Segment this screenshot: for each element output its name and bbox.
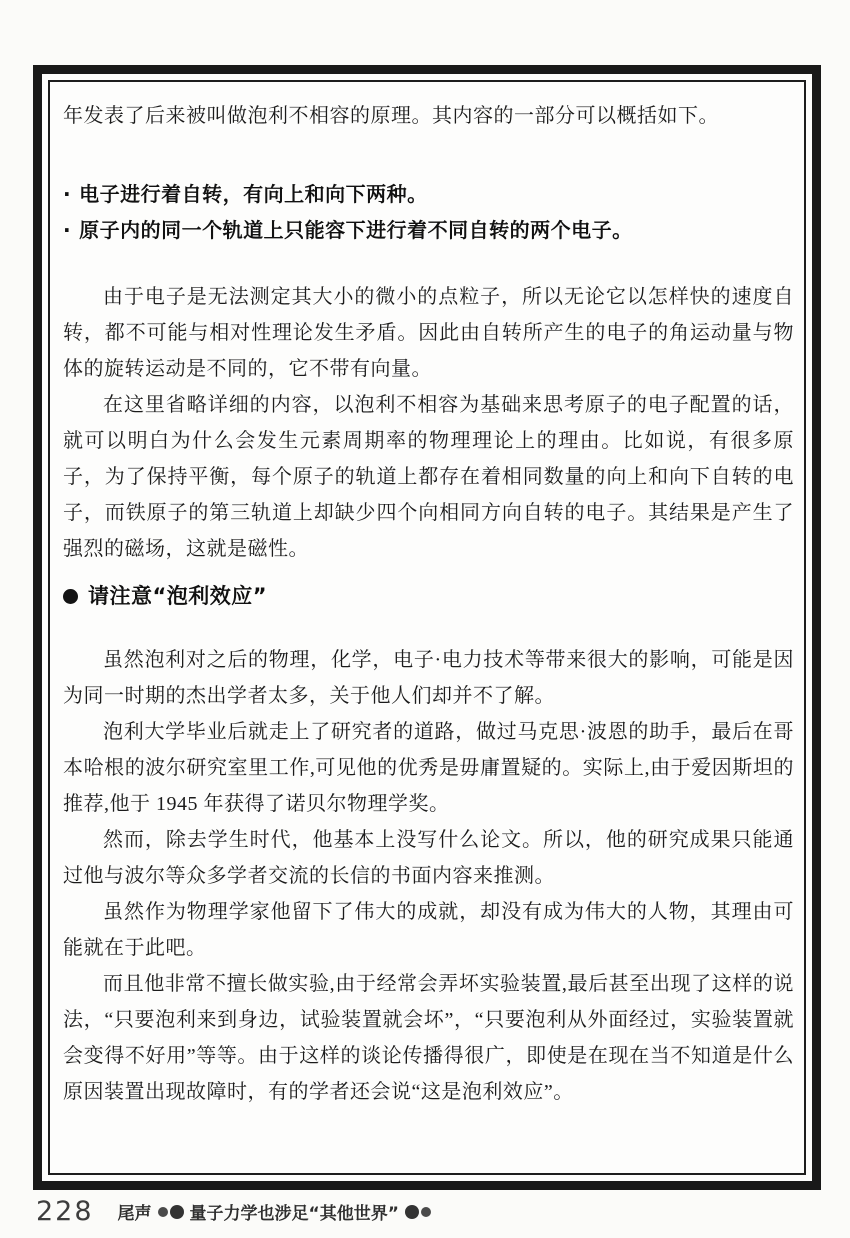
section-heading-text: 请注意“泡利效应” bbox=[88, 584, 268, 608]
footer-dot-icon bbox=[405, 1205, 419, 1219]
intro-continuation-line: 年发表了后来被叫做泡利不相容的原理。其内容的一部分可以概括如下。 bbox=[63, 105, 719, 127]
page-footer bbox=[36, 1196, 816, 1227]
section-bullet-icon bbox=[63, 589, 78, 604]
section-heading bbox=[63, 578, 794, 614]
bullet-item bbox=[63, 212, 794, 248]
footer-dot-icon bbox=[170, 1205, 184, 1219]
bullet-item bbox=[63, 176, 794, 212]
page-content bbox=[50, 82, 804, 1110]
body-paragraph: 由于电子是无法测定其大小的微小的点粒子，所以无论它以怎样快的速度自转，都不可能与相对性理论发生矛盾。因此由自转所产生的电子的角运动量与物体的旋转运动是不同的，它不带有向量。 bbox=[63, 286, 794, 380]
bullet-dot-icon: · bbox=[63, 182, 72, 206]
footer-dots-left bbox=[157, 1205, 185, 1219]
bullet-item-text: 电子进行着自转，有向上和向下两种。 bbox=[79, 182, 428, 206]
bullet-item-text: 原子内的同一个轨道上只能容下进行着不同自转的两个电子。 bbox=[79, 218, 633, 242]
body-paragraph: 而且他非常不擅长做实验,由于经常会弄坏实验装置,最后甚至出现了这样的说法，“只要泡利来到身边，试验装置就会坏”，“只要泡利从外面经过，实验装置就会变得不好用”等等。由于这样的谈论传播得很广，即使是在现在当不知道是什么原因装置出现故障时，有的学者还会说“这是泡利效应”。 bbox=[63, 973, 794, 1103]
body-paragraph: 然而，除去学生时代，他基本上没写什么论文。所以，他的研究成果只能通过他与波尔等众多学者交流的长信的书面内容来推测。 bbox=[63, 829, 794, 887]
footer-dot-icon bbox=[421, 1207, 431, 1217]
footer-dots-right bbox=[404, 1205, 432, 1219]
body-paragraph: 虽然泡利对之后的物理，化学，电子·电力技术等带来很大的影响，可能是因为同一时期的杰出学者太多，关于他人们却并不了解。 bbox=[63, 649, 794, 707]
footer-page-number: 228 bbox=[36, 1196, 94, 1227]
footer-dot-icon bbox=[158, 1207, 168, 1217]
body-paragraph: 泡利大学毕业后就走上了研究者的道路，做过马克思·波恩的助手，最后在哥本哈根的波尔研究室里工作,可见他的优秀是毋庸置疑的。实际上,由于爱因斯坦的推荐,他于 1945 年获得了诺贝尔物理学奖。 bbox=[63, 721, 794, 815]
body-paragraph: 虽然作为物理学家他留下了伟大的成就，却没有成为伟大的人物，其理由可能就在于此吧。 bbox=[63, 901, 794, 959]
page-border-frame bbox=[33, 65, 821, 1190]
footer-chapter-title: 量子力学也涉足“其他世界” bbox=[189, 1204, 399, 1224]
footer-chapter-label: 尾声 bbox=[117, 1204, 152, 1224]
bullet-dot-icon: · bbox=[63, 218, 72, 242]
bullet-list bbox=[63, 176, 794, 248]
page-border-inner-line bbox=[48, 80, 806, 1175]
body-paragraph: 在这里省略详细的内容，以泡利不相容为基础来思考原子的电子配置的话，就可以明白为什么会发生元素周期率的物理理论上的理由。比如说，有很多原子，为了保持平衡，每个原子的轨道上都存在着相同数量的向上和向下自转的电子，而铁原子的第三轨道上却缺少四个向相同方向自转的电子。其结果是产生了强烈的磁场，这就是磁性。 bbox=[63, 394, 794, 560]
